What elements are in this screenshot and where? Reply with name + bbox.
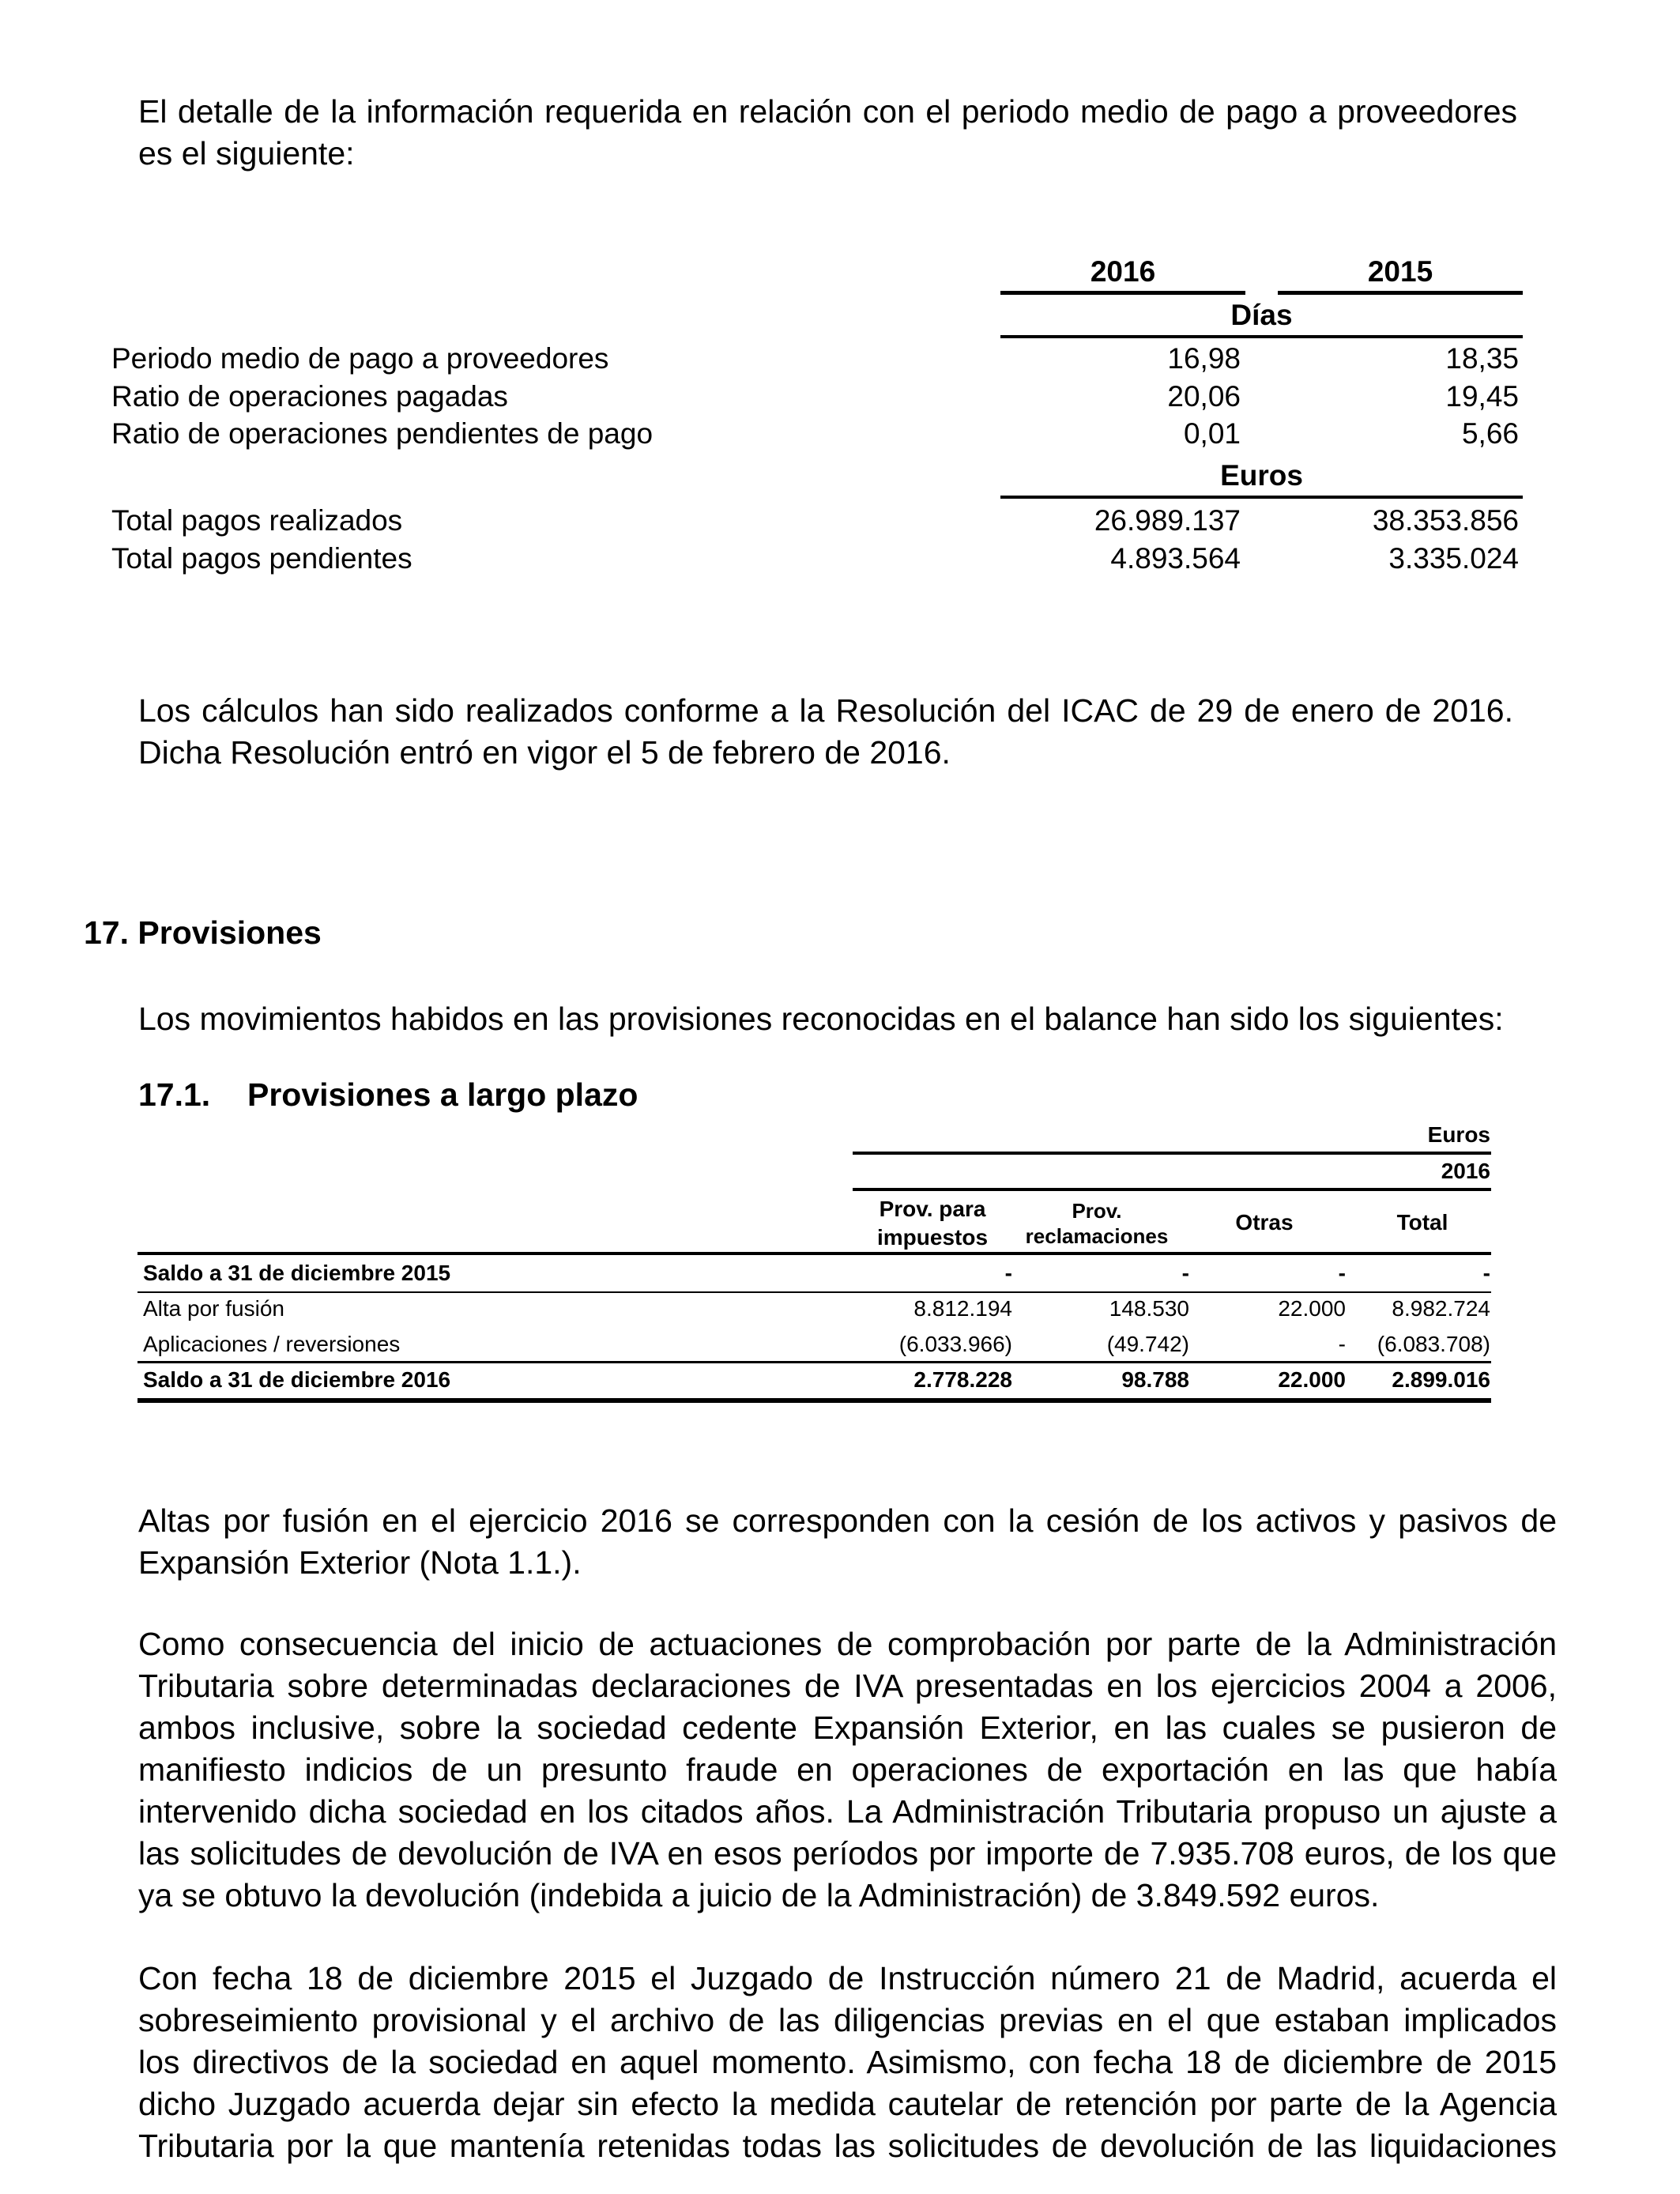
unit-days-label: Días: [1230, 299, 1293, 331]
value-2016: 16,98: [1167, 342, 1241, 375]
value-2016: 26.989.137: [1094, 504, 1241, 537]
value-2015: 18,35: [1445, 342, 1519, 375]
table-top-rule: [137, 1252, 1491, 1255]
paragraph-line: Tributaria por la que mantenía retenidas todas las solicitudes de devolución de las liquidaciones: [138, 2128, 1557, 2164]
cell-value: -: [1338, 1261, 1346, 1285]
cell-value: 8.812.194: [913, 1296, 1012, 1321]
paragraph-line: sobreseimiento provisional y el archivo de las diligencias previas en el que estaban implicados: [138, 2002, 1557, 2038]
value-2015: 3.335.024: [1388, 542, 1519, 575]
value-2016: 20,06: [1167, 380, 1241, 413]
intro-paragraph: [138, 91, 1517, 175]
calc-note-paragraph: [138, 690, 1513, 774]
unit-label: Euros: [1427, 1122, 1490, 1147]
value-2016: 4.893.564: [1110, 542, 1241, 575]
value-2016: 0,01: [1183, 417, 1241, 450]
paragraph-line: Como consecuencia del inicio de actuaciones de comprobación por parte de la Administración: [138, 1626, 1557, 1662]
unit-rule: [853, 1152, 1491, 1155]
cell-value: (6.083.708): [1377, 1332, 1490, 1356]
calc-note-line: Dicha Resolución entró en vigor el 5 de febrero de 2016.: [138, 734, 951, 771]
paragraph-line: Altas por fusión en el ejercicio 2016 se corresponden con la cesión de los activos y pasivos de: [138, 1502, 1557, 1539]
cell-value: -: [1181, 1261, 1189, 1285]
section-intro-line: Los movimientos habidos en las provisiones reconocidas en el balance han sido los siguientes:: [138, 1001, 1504, 1037]
col-header-impuestos: [857, 1195, 1008, 1252]
cell-value: 22.000: [1278, 1296, 1346, 1321]
col-header-otras: Otras: [1235, 1210, 1294, 1235]
subsection-title: Provisiones a largo plazo: [247, 1076, 638, 1113]
intro-line: El detalle de la información requerida en relación con el periodo medio de pago a proveedores: [138, 93, 1517, 130]
col-header-line: reclamaciones: [1025, 1224, 1169, 1248]
paragraph-line: ya se obtuvo la devolución (indebida a juicio de la Administración) de 3.849.592 euros.: [138, 1877, 1380, 1913]
row-label: Total pagos pendientes: [111, 542, 412, 575]
cell-value: 2.899.016: [1392, 1367, 1490, 1392]
paragraph-line: los directivos de la sociedad en aquel momento. Asimismo, con fecha 18 de diciembre de 2015: [138, 2044, 1557, 2080]
administration-paragraph: [138, 1623, 1557, 1917]
paragraph-line: manifiesto indicios de un presunto fraude en operaciones de exportación en las que había: [138, 1751, 1557, 1788]
header-rule-2016: [1000, 291, 1245, 295]
section-heading: [84, 913, 322, 952]
value-2015: 19,45: [1445, 380, 1519, 413]
header-rule-2015: [1278, 291, 1523, 295]
value-2015: 38.353.856: [1372, 504, 1519, 537]
section-title: Provisiones: [137, 914, 322, 951]
col-header-2016: 2016: [1090, 255, 1156, 288]
col-header-reclamaciones: [1010, 1198, 1184, 1249]
paragraph-line: intervenido dicha sociedad en los citados años. La Administración Tributaria propuso un ajuste a: [138, 1793, 1557, 1830]
calc-note-line: Los cálculos han sido realizados conforme a la Resolución del ICAC de 29 de enero de 2016.: [138, 692, 1513, 729]
cell-value: (49.742): [1106, 1332, 1189, 1356]
cell-value: 22.000: [1278, 1367, 1346, 1392]
cell-value: 8.982.724: [1392, 1296, 1490, 1321]
cell-value: -: [1482, 1261, 1490, 1285]
row-label: Alta por fusión: [143, 1296, 284, 1321]
subsection-number: 17.1.: [138, 1076, 211, 1113]
row-label: Periodo medio de pago a proveedores: [111, 342, 609, 375]
row-rule: [137, 1361, 1491, 1363]
euros-rule: [1000, 496, 1523, 499]
section-number: 17.: [84, 914, 129, 951]
fusion-paragraph: [138, 1500, 1557, 1584]
paragraph-line: Con fecha 18 de diciembre 2015 el Juzgado de Instrucción número 21 de Madrid, acuerda el: [138, 1960, 1557, 1996]
col-header-line: impuestos: [876, 1225, 989, 1250]
intro-line: es el siguiente:: [138, 135, 355, 172]
court-paragraph: [138, 1958, 1557, 2167]
year-label: 2016: [1441, 1159, 1490, 1183]
paragraph-line: ambos inclusive, sobre la sociedad cedente Expansión Exterior, en las cuales se pusieron de: [138, 1710, 1557, 1746]
paragraph-line: Expansión Exterior (Nota 1.1.).: [138, 1544, 582, 1581]
col-header-line: Prov.: [1072, 1199, 1122, 1223]
days-rule: [1000, 335, 1523, 338]
row-label: Ratio de operaciones pendientes de pago: [111, 417, 654, 450]
section-intro: [138, 998, 1557, 1040]
row-label: Aplicaciones / reversiones: [143, 1332, 401, 1356]
cell-value: -: [1004, 1261, 1012, 1285]
cell-value: 148.530: [1109, 1296, 1189, 1321]
subsection-heading: [138, 1075, 638, 1114]
row-rule: [137, 1291, 1491, 1293]
cell-value: (6.033.966): [898, 1332, 1012, 1356]
unit-euros-label: Euros: [1220, 459, 1303, 492]
value-2015: 5,66: [1461, 417, 1519, 450]
row-label: Saldo a 31 de diciembre 2015: [143, 1261, 451, 1285]
col-header-total: Total: [1396, 1210, 1448, 1235]
paragraph-line: Tributaria sobre determinadas declaraciones de IVA presentadas en los ejercicios 2004 a 2006,: [138, 1668, 1557, 1704]
cell-value: 98.788: [1121, 1367, 1189, 1392]
cell-value: 2.778.228: [913, 1367, 1012, 1392]
col-header-2015: 2015: [1367, 255, 1433, 288]
cell-value: -: [1338, 1332, 1346, 1356]
paragraph-line: dicho Juzgado acuerda dejar sin efecto la medida cautelar de retención por parte de la Agencia: [138, 2086, 1557, 2122]
table-bottom-rule: [137, 1398, 1491, 1403]
row-label: Ratio de operaciones pagadas: [111, 380, 508, 413]
paragraph-line: las solicitudes de devolución de IVA en esos períodos por importe de 7.935.708 euros, de los que: [138, 1835, 1557, 1872]
col-header-line: Prov. para: [879, 1197, 986, 1221]
row-label: Total pagos realizados: [111, 504, 403, 537]
year-rule: [853, 1188, 1491, 1191]
row-label: Saldo a 31 de diciembre 2016: [143, 1367, 451, 1392]
